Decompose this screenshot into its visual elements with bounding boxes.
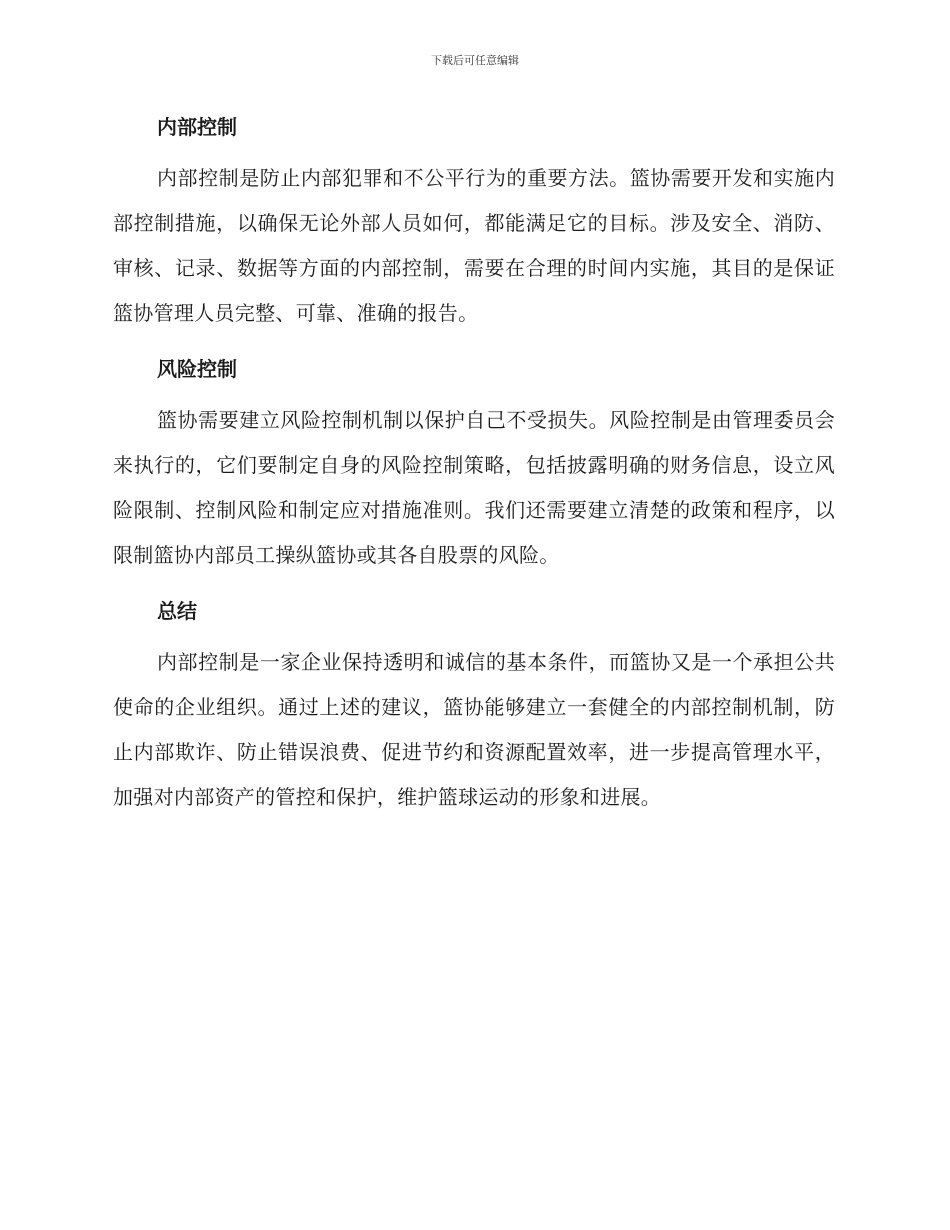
section-internal-control (113, 112, 835, 336)
section-risk-control (113, 354, 835, 578)
section-paragraph: 内部控制是防止内部犯罪和不公平行为的重要方法。篮协需要开发和实施内部控制措施，以确保无论外部人员如何，都能满足它的目标。涉及安全、消防、审核、记录、数据等方面的内部控制，需要在合理的时间内实施，其目的是保证篮协管理人员完整、可靠、准确的报告。 (113, 166, 835, 325)
section-title: 风险控制 (157, 357, 237, 381)
section-paragraph: 篮协需要建立风险控制机制以保护自己不受损失。风险控制是由管理委员会来执行的，它们要制定自身的风险控制策略，包括披露明确的财务信息，设立风险限制、控制风险和制定应对措施准则。我们还需要建立清楚的政策和程序，以限制篮协内部员工操纵篮协或其各自股票的风险。 (113, 408, 835, 567)
section-summary (113, 596, 835, 820)
section-title: 内部控制 (157, 115, 237, 139)
section-title: 总结 (157, 599, 197, 623)
document-body (113, 112, 835, 838)
page-header-note: 下载后可任意编辑 (431, 54, 519, 67)
section-paragraph: 内部控制是一家企业保持透明和诚信的基本条件，而篮协又是一个承担公共使命的企业组织。通过上述的建议，篮协能够建立一套健全的内部控制机制，防止内部欺诈、防止错误浪费、促进节约和资源配置效率，进一步提高管理水平，加强对内部资产的管控和保护，维护篮球运动的形象和进展。 (113, 650, 835, 809)
